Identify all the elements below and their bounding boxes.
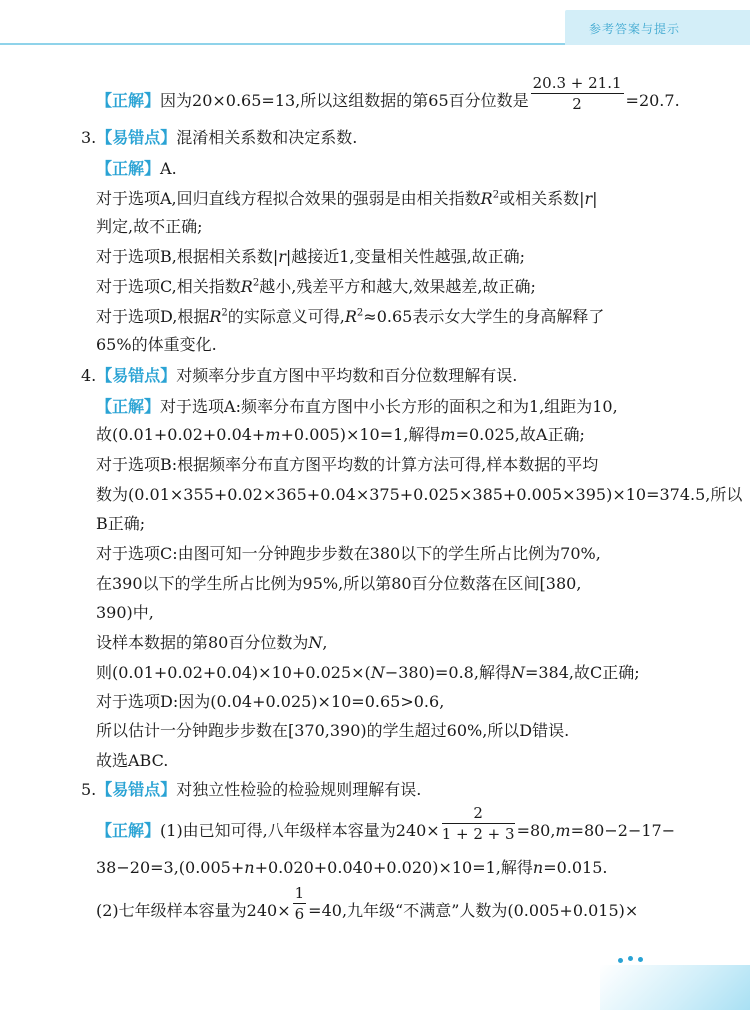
text: +0.005)×10=1,解得 — [280, 425, 441, 444]
q4-line-5: B正确; — [96, 514, 146, 533]
text: =0.015. — [543, 858, 608, 877]
text: +0.020+0.040+0.020)×10=1,解得 — [254, 858, 533, 877]
superscript: 2 — [356, 307, 364, 319]
tag-zhengjie: 【正解】 — [96, 159, 161, 178]
text: | — [592, 189, 598, 208]
text: =80−2−17− — [570, 821, 676, 840]
q5-line-3 — [96, 884, 639, 923]
fraction — [531, 74, 624, 113]
q3-line-6: 65%的体重变化. — [96, 335, 217, 354]
tag-zhengjie: 【正解】 — [96, 397, 161, 416]
question-number: 3. — [81, 128, 97, 147]
superscript: 2 — [221, 307, 228, 319]
text: 的实际意义可得, — [227, 307, 345, 326]
q5-yicuo-text: 对独立性检验的检验规则理解有误. — [176, 780, 422, 799]
tag-yicuodian: 【易错点】 — [96, 366, 177, 385]
q4-heading — [81, 366, 517, 386]
q4-line-12: 所以估计一分钟跑步步数在[370,390)的学生超过60%,所以D错误. — [96, 721, 570, 740]
symbol-n: n — [532, 858, 544, 877]
symbol-R: R — [209, 307, 222, 326]
q5-line-2 — [96, 858, 608, 878]
text: 越小,残差平方和越大,效果越差,故正确; — [259, 277, 536, 296]
fraction — [293, 884, 307, 923]
text: 对于选项A,回归直线方程拟合效果的强弱是由相关指数 — [96, 189, 481, 208]
q4-line-8: 390)中, — [96, 603, 154, 622]
text: 对于选项D,根据 — [96, 307, 210, 326]
dot — [638, 957, 643, 962]
question-number: 4. — [81, 366, 97, 385]
text: |越接近1,变量相关性越强,故正确; — [285, 247, 526, 266]
q3-line-4 — [96, 277, 536, 297]
q4-line-13: 故选ABC. — [96, 751, 169, 770]
symbol-r: r — [278, 247, 286, 266]
text: =384,故C正确; — [524, 663, 640, 682]
question-number: 5. — [81, 780, 97, 799]
q5-heading — [81, 780, 421, 800]
symbol-m: m — [440, 425, 456, 444]
text: =0.025,故A正确; — [455, 425, 585, 444]
q4-line-10 — [96, 663, 640, 683]
text: 设样本数据的第80百分位数为 — [96, 633, 309, 652]
tag-zhengjie: 【正解】 — [96, 91, 161, 110]
text: 38−20=3,(0.005+ — [96, 858, 245, 877]
q5-line-1 — [96, 804, 676, 843]
symbol-N: N — [308, 633, 323, 652]
q3-heading — [81, 128, 357, 148]
text: (2)七年级样本容量为240× — [96, 901, 291, 920]
q4-yicuo-text: 对频率分步直方图中平均数和百分位数理解有误. — [176, 366, 518, 385]
symbol-m: m — [555, 821, 571, 840]
q4-line-7: 在390以下的学生所占比例为95%,所以第80百分位数落在区间[380, — [96, 574, 582, 593]
q4-line-1 — [96, 397, 618, 417]
fraction-denominator: 2 — [572, 95, 582, 113]
fraction-numerator: 20.3 + 21.1 — [532, 74, 622, 92]
p2-text-post: =20.7. — [625, 91, 680, 110]
text: =80, — [516, 821, 556, 840]
symbol-n: n — [244, 858, 255, 877]
q3-line-5 — [96, 307, 604, 327]
symbol-N: N — [510, 663, 525, 682]
q3-line-1 — [96, 189, 598, 209]
superscript: 2 — [492, 189, 500, 201]
symbol-R: R — [344, 307, 357, 326]
text: (1)由已知可得,八年级样本容量为240× — [160, 821, 440, 840]
fraction-numerator: 1 — [294, 884, 305, 902]
p2-text-pre: 因为20×0.65=13,所以这组数据的第65百分位数是 — [160, 91, 529, 110]
text: 或相关系数| — [499, 189, 585, 208]
dot — [618, 958, 623, 963]
q3-answer-text: A. — [160, 159, 177, 178]
corner-decoration — [600, 965, 750, 1010]
text: , — [322, 633, 328, 652]
text: 故(0.01+0.02+0.04+ — [96, 425, 266, 444]
tag-yicuodian: 【易错点】 — [96, 780, 177, 799]
q3-line-2: 判定,故不正确; — [96, 217, 203, 236]
q4-line-3: 对于选项B:根据频率分布直方图平均数的计算方法可得,样本数据的平均 — [96, 455, 599, 474]
text: 对于选项A:频率分布直方图中小长方形的面积之和为1,组距为10, — [160, 397, 618, 416]
q3-line-3 — [96, 247, 525, 267]
symbol-R: R — [480, 189, 493, 208]
q4-line-4: 数为(0.01×355+0.02×365+0.04×375+0.025×385+0.005×395)×10=374.5,所以 — [96, 485, 743, 504]
q3-answer — [96, 159, 177, 179]
text: ≈0.65表示女大学生的身高解释了 — [363, 307, 605, 326]
text: =40,九年级“不满意”人数为(0.005+0.015)× — [308, 901, 639, 920]
text: −380)=0.8,解得 — [384, 663, 511, 682]
fraction — [442, 804, 515, 843]
symbol-r: r — [584, 189, 593, 208]
page-header-title: 参考答案与提示 — [588, 22, 680, 36]
fraction-numerator: 2 — [442, 804, 515, 824]
symbol-R: R — [240, 277, 253, 296]
text: 对于选项C,相关指数 — [96, 277, 241, 296]
superscript: 2 — [252, 277, 260, 289]
fraction-denominator: 6 — [294, 905, 305, 923]
text: 对于选项B,根据相关系数| — [96, 247, 279, 266]
p2-line — [96, 74, 680, 113]
q4-line-6: 对于选项C:由图可知一分钟跑步步数在380以下的学生所占比例为70%, — [96, 544, 601, 563]
q4-line-2 — [96, 425, 585, 445]
tag-zhengjie: 【正解】 — [96, 821, 161, 840]
page-dots-icon — [618, 958, 648, 966]
symbol-N: N — [370, 663, 385, 682]
dot — [628, 956, 633, 961]
fraction-denominator: 1 + 2 + 3 — [441, 825, 515, 843]
tag-yicuodian: 【易错点】 — [96, 128, 177, 147]
symbol-m: m — [265, 425, 281, 444]
q4-line-11: 对于选项D:因为(0.04+0.025)×10=0.65>0.6, — [96, 692, 445, 711]
q4-line-9 — [96, 633, 327, 653]
q3-yicuo-text: 混淆相关系数和决定系数. — [176, 128, 358, 147]
text: 则(0.01+0.02+0.04)×10+0.025×( — [96, 663, 371, 682]
